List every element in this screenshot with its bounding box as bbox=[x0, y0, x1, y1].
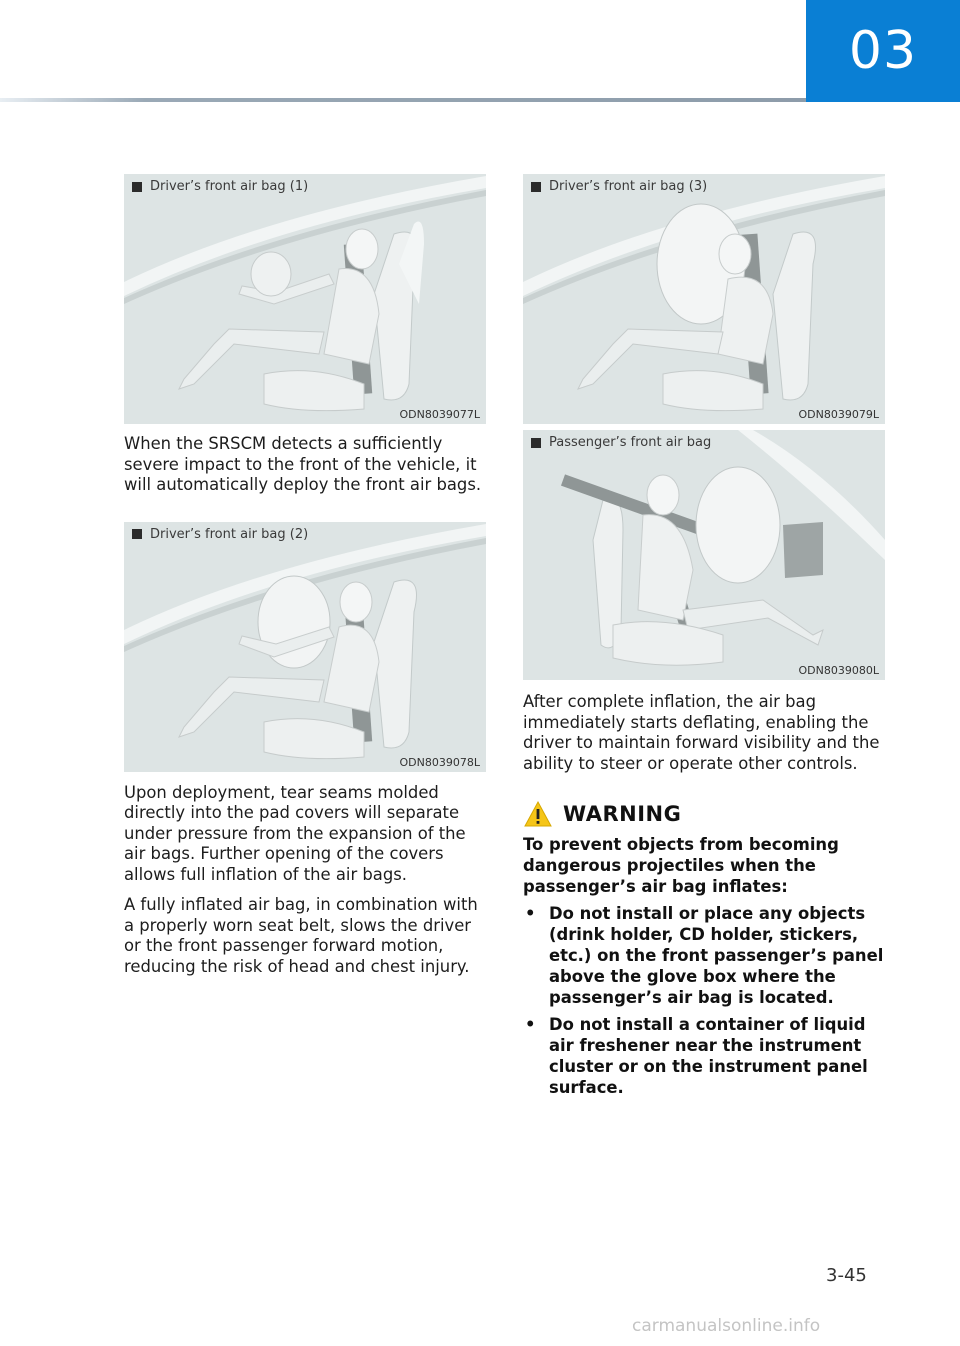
paragraph-deployment: Upon deployment, tear seams molded directly into the pad covers will separate under pressure from the expansion of the air bags. Further opening of the covers allows full inflation of the air bags. bbox=[124, 782, 466, 884]
warning-box bbox=[523, 800, 887, 1098]
figure-code: ODN8039078L bbox=[399, 755, 480, 769]
page-number: 3-45 bbox=[826, 1265, 867, 1286]
chapter-number: 03 bbox=[848, 21, 918, 81]
square-bullet-icon bbox=[132, 182, 142, 192]
bullet-icon: • bbox=[525, 904, 536, 923]
paragraph-fully-inflated: A fully inflated air bag, in combination with a properly worn seat belt, slows the driver or the front passenger forward motion, reducing the risk of head and chest injury. bbox=[124, 895, 478, 976]
warning-intro: To prevent objects from becoming dangerous projectiles when the passenger’s air bag inflates: bbox=[523, 835, 839, 896]
figure-driver-airbag-3 bbox=[523, 174, 885, 424]
chapter-tab bbox=[806, 0, 960, 102]
paragraph-after-inflation: After complete inflation, the air bag immediately starts deflating, enabling the driver to maintain forward visibility and the ability to steer or operate other controls. bbox=[523, 692, 880, 773]
figure-code: ODN8039080L bbox=[798, 664, 879, 677]
warning-list bbox=[523, 903, 887, 1098]
header-rule bbox=[0, 98, 806, 102]
warning-triangle-icon bbox=[523, 800, 553, 828]
figure-code: ODN8039079L bbox=[798, 408, 879, 421]
square-bullet-icon bbox=[531, 182, 541, 192]
watermark: carmanualsonline.info bbox=[632, 1316, 821, 1336]
paragraph-srscm-detects: When the SRSCM detects a sufficiently severe impact to the front of the vehicle, it will automatically deploy the front air bags. bbox=[124, 434, 482, 494]
right-column bbox=[523, 174, 887, 1098]
figure-driver-airbag-2 bbox=[124, 522, 486, 772]
left-column bbox=[124, 174, 488, 977]
driver-airbag-2-illustration bbox=[124, 522, 486, 772]
figure-driver-airbag-1 bbox=[124, 174, 486, 424]
bullet-icon: • bbox=[525, 1015, 536, 1034]
figure-caption: Driver’s front air bag (1) bbox=[132, 179, 308, 194]
warning-title: WARNING bbox=[523, 800, 887, 828]
warning-item: • Do not install or place any objects (drink holder, CD holder, stickers, etc.) on the front passenger’s panel above the glove box where the passenger’s air bag is located. bbox=[525, 904, 884, 1007]
warning-item: • Do not install a container of liquid air freshener near the instrument cluster or on the instrument panel surface. bbox=[525, 1015, 868, 1097]
figure-code: ODN8039077L bbox=[399, 408, 480, 421]
driver-airbag-3-illustration bbox=[523, 174, 885, 424]
passenger-airbag-illustration bbox=[523, 430, 885, 680]
driver-airbag-1-illustration bbox=[124, 174, 486, 424]
square-bullet-icon bbox=[132, 529, 142, 539]
figure-caption: Driver’s front air bag (3) bbox=[531, 179, 707, 194]
figure-caption: Driver’s front air bag (2) bbox=[132, 527, 308, 542]
square-bullet-icon bbox=[531, 438, 541, 448]
figure-caption: Passenger’s front air bag bbox=[531, 435, 711, 450]
figure-passenger-airbag bbox=[523, 430, 885, 680]
